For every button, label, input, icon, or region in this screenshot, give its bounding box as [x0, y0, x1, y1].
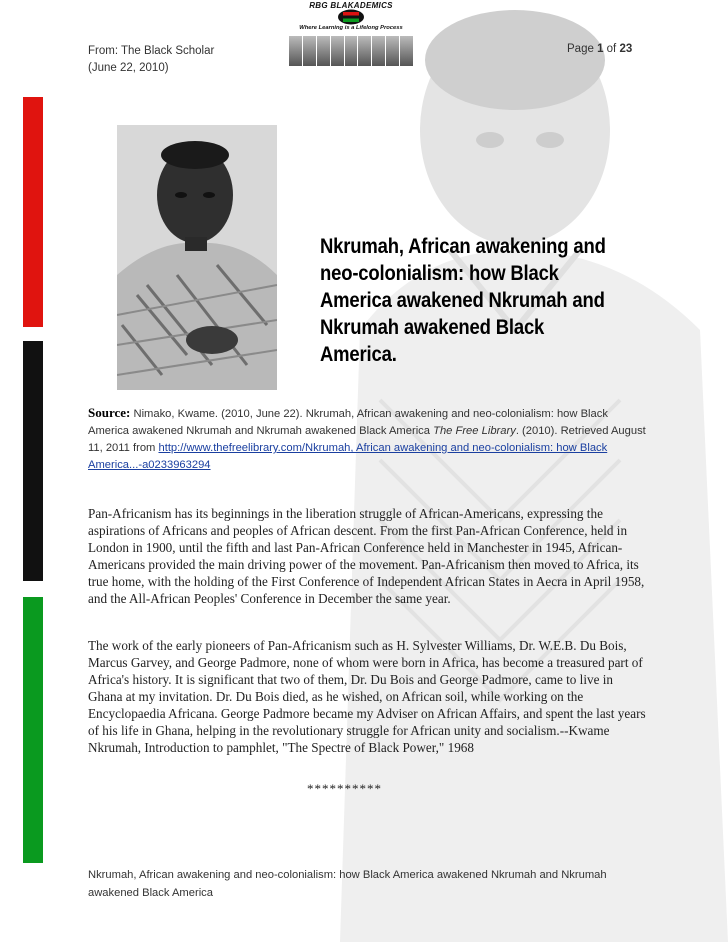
- black-stripe: [23, 341, 43, 581]
- logo-title: RBG BLAKADEMICS: [309, 1, 393, 10]
- green-stripe: [23, 597, 43, 863]
- page-total: 23: [619, 43, 633, 55]
- page-number: [567, 43, 632, 55]
- section-separator: **********: [307, 781, 382, 796]
- article-title: Nkrumah, African awakening and neo-colonialism: how Black America awakened Nkrumah and Nkrumah awakened Black America.: [320, 235, 606, 366]
- source-link[interactable]: http://www.thefreelibrary.com/Nkrumah, African awakening and neo-colonialism: how Black America...-a0233963294: [88, 442, 608, 471]
- page-current: 1: [597, 43, 604, 55]
- header-date: (June 22, 2010): [88, 62, 169, 74]
- logo-tagline: Where Learning is a Lifelong Process: [299, 25, 403, 31]
- nkrumah-photo: [117, 125, 277, 390]
- header-from: From: The Black Scholar: [88, 45, 215, 57]
- red-stripe: [23, 97, 43, 327]
- source-label: Source:: [88, 405, 131, 420]
- logo-emblem-icon: [337, 9, 365, 25]
- page-footer: Nkrumah, African awakening and neo-colonialism: how Black America awakened Nkrumah and Nkrumah awakened Black America: [88, 869, 607, 899]
- page-prefix: Page: [567, 43, 598, 55]
- source-retrieved: . (2010). Retrieved August 11, 2011 from: [88, 425, 646, 454]
- source-text: Nimako, Kwame. (2010, June 22). Nkrumah, African awakening and neo-colonialism: how Black America awakened Nkrumah and Nkrumah awakened Black America: [88, 408, 608, 437]
- source-citation: [88, 404, 648, 474]
- logo-portrait-strip: [289, 36, 413, 66]
- rbg-logo: [285, 0, 417, 72]
- source-journal: The Free Library: [433, 425, 516, 437]
- paragraph-2: The work of the early pioneers of Pan-Africanism such as H. Sylvester Williams, Dr. W.E.B. Du Bois, Marcus Garvey, and George Padmore, none of whom were born in Africa, has become a treasured part of Africa's history. It is significant that two of them, Dr. Du Bois and George Padmore, came to live in Ghana at my invitation. Dr. Du Bois died, as he wished, on African soil, while working on the Encyclopaedia Africana. George Padmore became my Adviser on African Affairs, and spent the last years of his life in Ghana, helping in the revolutionary struggle for African unity and socialism.--Kwame Nkrumah, Introduction to pamphlet, "The Spectre of Black Power," 1968: [88, 638, 646, 755]
- page-of: of: [603, 43, 620, 55]
- header-source: [88, 43, 214, 77]
- paragraph-1: Pan-Africanism has its beginnings in the liberation struggle of African-Americans, expressing the aspirations of Africans and peoples of African descent. From the first Pan-African Conference, held in London in 1900, until the fifth and last Pan-African Conference held in Manchester in 1945, African-Americans provided the main driving power of the movement. Pan-Africanism then moved to Africa, its true home, with the holding of the First Conference of Independent African States in Aecra in April 1958, and the All-African Peoples' Conference in December the same year.: [88, 506, 645, 606]
